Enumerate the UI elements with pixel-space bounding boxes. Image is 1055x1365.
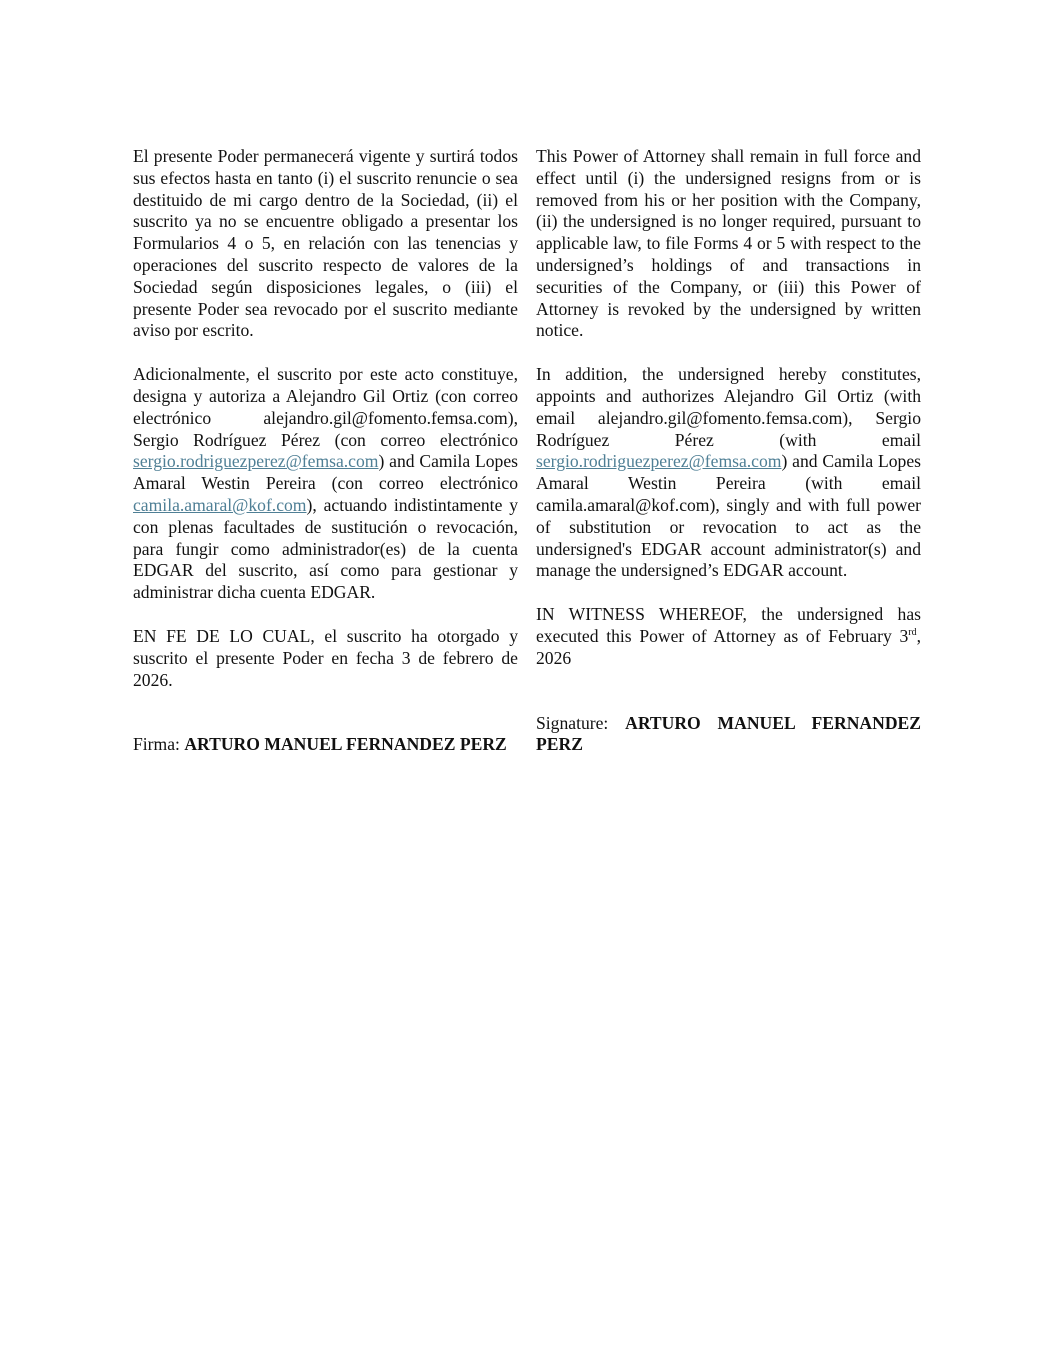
- english-witness-text-b: , 2026: [536, 625, 921, 668]
- spanish-signature-line: [133, 734, 518, 756]
- ordinal-superscript: rd: [908, 627, 917, 639]
- spanish-witness-paragraph: EN FE DE LO CUAL, el suscrito ha otorgado y suscrito el presente Poder en fecha 3 de febrero de 2026.: [133, 625, 518, 690]
- english-email-link-sergio[interactable]: sergio.rodriguezperez@femsa.com: [536, 451, 782, 472]
- english-witness-paragraph: [536, 604, 921, 669]
- spanish-email-link-camila[interactable]: camila.amaral@kof.com: [133, 494, 307, 515]
- spanish-column: [133, 146, 518, 756]
- english-witness-text-a: IN WITNESS WHEREOF, the undersigned has executed this Power of Attorney as of February 3: [536, 604, 921, 646]
- spanish-signatory-name: ARTURO MANUEL FERNANDEZ PERZ: [184, 734, 507, 755]
- english-column: [536, 146, 921, 756]
- spanish-edgar-paragraph: [133, 364, 518, 604]
- spanish-edgar-text-a: Adicionalmente, el suscrito por este acto constituye, designa y autoriza a Alejandro Gil Ortiz (con correo electrónico alejandro.gil@fomento.femsa.com), Sergio Rodríguez Pérez (con correo electrónico: [133, 364, 518, 450]
- english-edgar-paragraph: [536, 364, 921, 582]
- english-edgar-text-b: ) and Camila Lopes Amaral Westin Pereira (with email camila.amaral@kof.com), singly and with full power of substitution or revocation to act as the undersigned's EDGAR account administrator(s) and manage the undersigned’s EDGAR account.: [536, 451, 921, 581]
- english-edgar-text-a: In addition, the undersigned hereby constitutes, appoints and authorizes Alejandro Gil Ortiz (with email alejandro.gil@fomento.femsa.com), Sergio Rodríguez Pérez (with email: [536, 364, 921, 450]
- spanish-email-link-sergio[interactable]: sergio.rodriguezperez@femsa.com: [133, 451, 379, 472]
- english-signature-line: [536, 713, 921, 757]
- spanish-edgar-text-b: ) and Camila Lopes Amaral Westin Pereira (con correo electrónico: [133, 451, 518, 494]
- spanish-validity-paragraph: El presente Poder permanecerá vigente y surtirá todos sus efectos hasta en tanto (i) el suscrito renuncie o sea destituido de mi cargo dentro de la Sociedad, (ii) el suscrito ya no se encuentre obligado a presentar los Formularios 4 o 5, en relación con las tenencias y operaciones del suscrito respecto de valores de la Sociedad según disposiciones legales, o (iii) el presente Poder sea revocado por el suscrito mediante aviso por escrito.: [133, 146, 518, 341]
- spanish-signature-label: Firma:: [133, 734, 180, 755]
- english-validity-paragraph: This Power of Attorney shall remain in full force and effect until (i) the undersigned resigns from or is removed from his or her position with the Company, (ii) the undersigned is no longer required, pursuant to applicable law, to file Forms 4 or 5 with respect to the undersigned’s holdings of and transactions in securities of the Company, or (iii) this Power of Attorney is revoked by the undersigned by written notice.: [536, 146, 921, 341]
- english-signatory-name: ARTURO MANUEL FERNANDEZ PERZ: [536, 712, 921, 755]
- english-signature-label: Signature:: [536, 712, 609, 733]
- spanish-edgar-text-c: ), actuando indistintamente y con plenas facultades de sustitución o revocación, para fungir como administrador(es) de la cuenta EDGAR del suscrito, así como para gestionar y administrar dicha cuenta EDGAR.: [133, 494, 518, 603]
